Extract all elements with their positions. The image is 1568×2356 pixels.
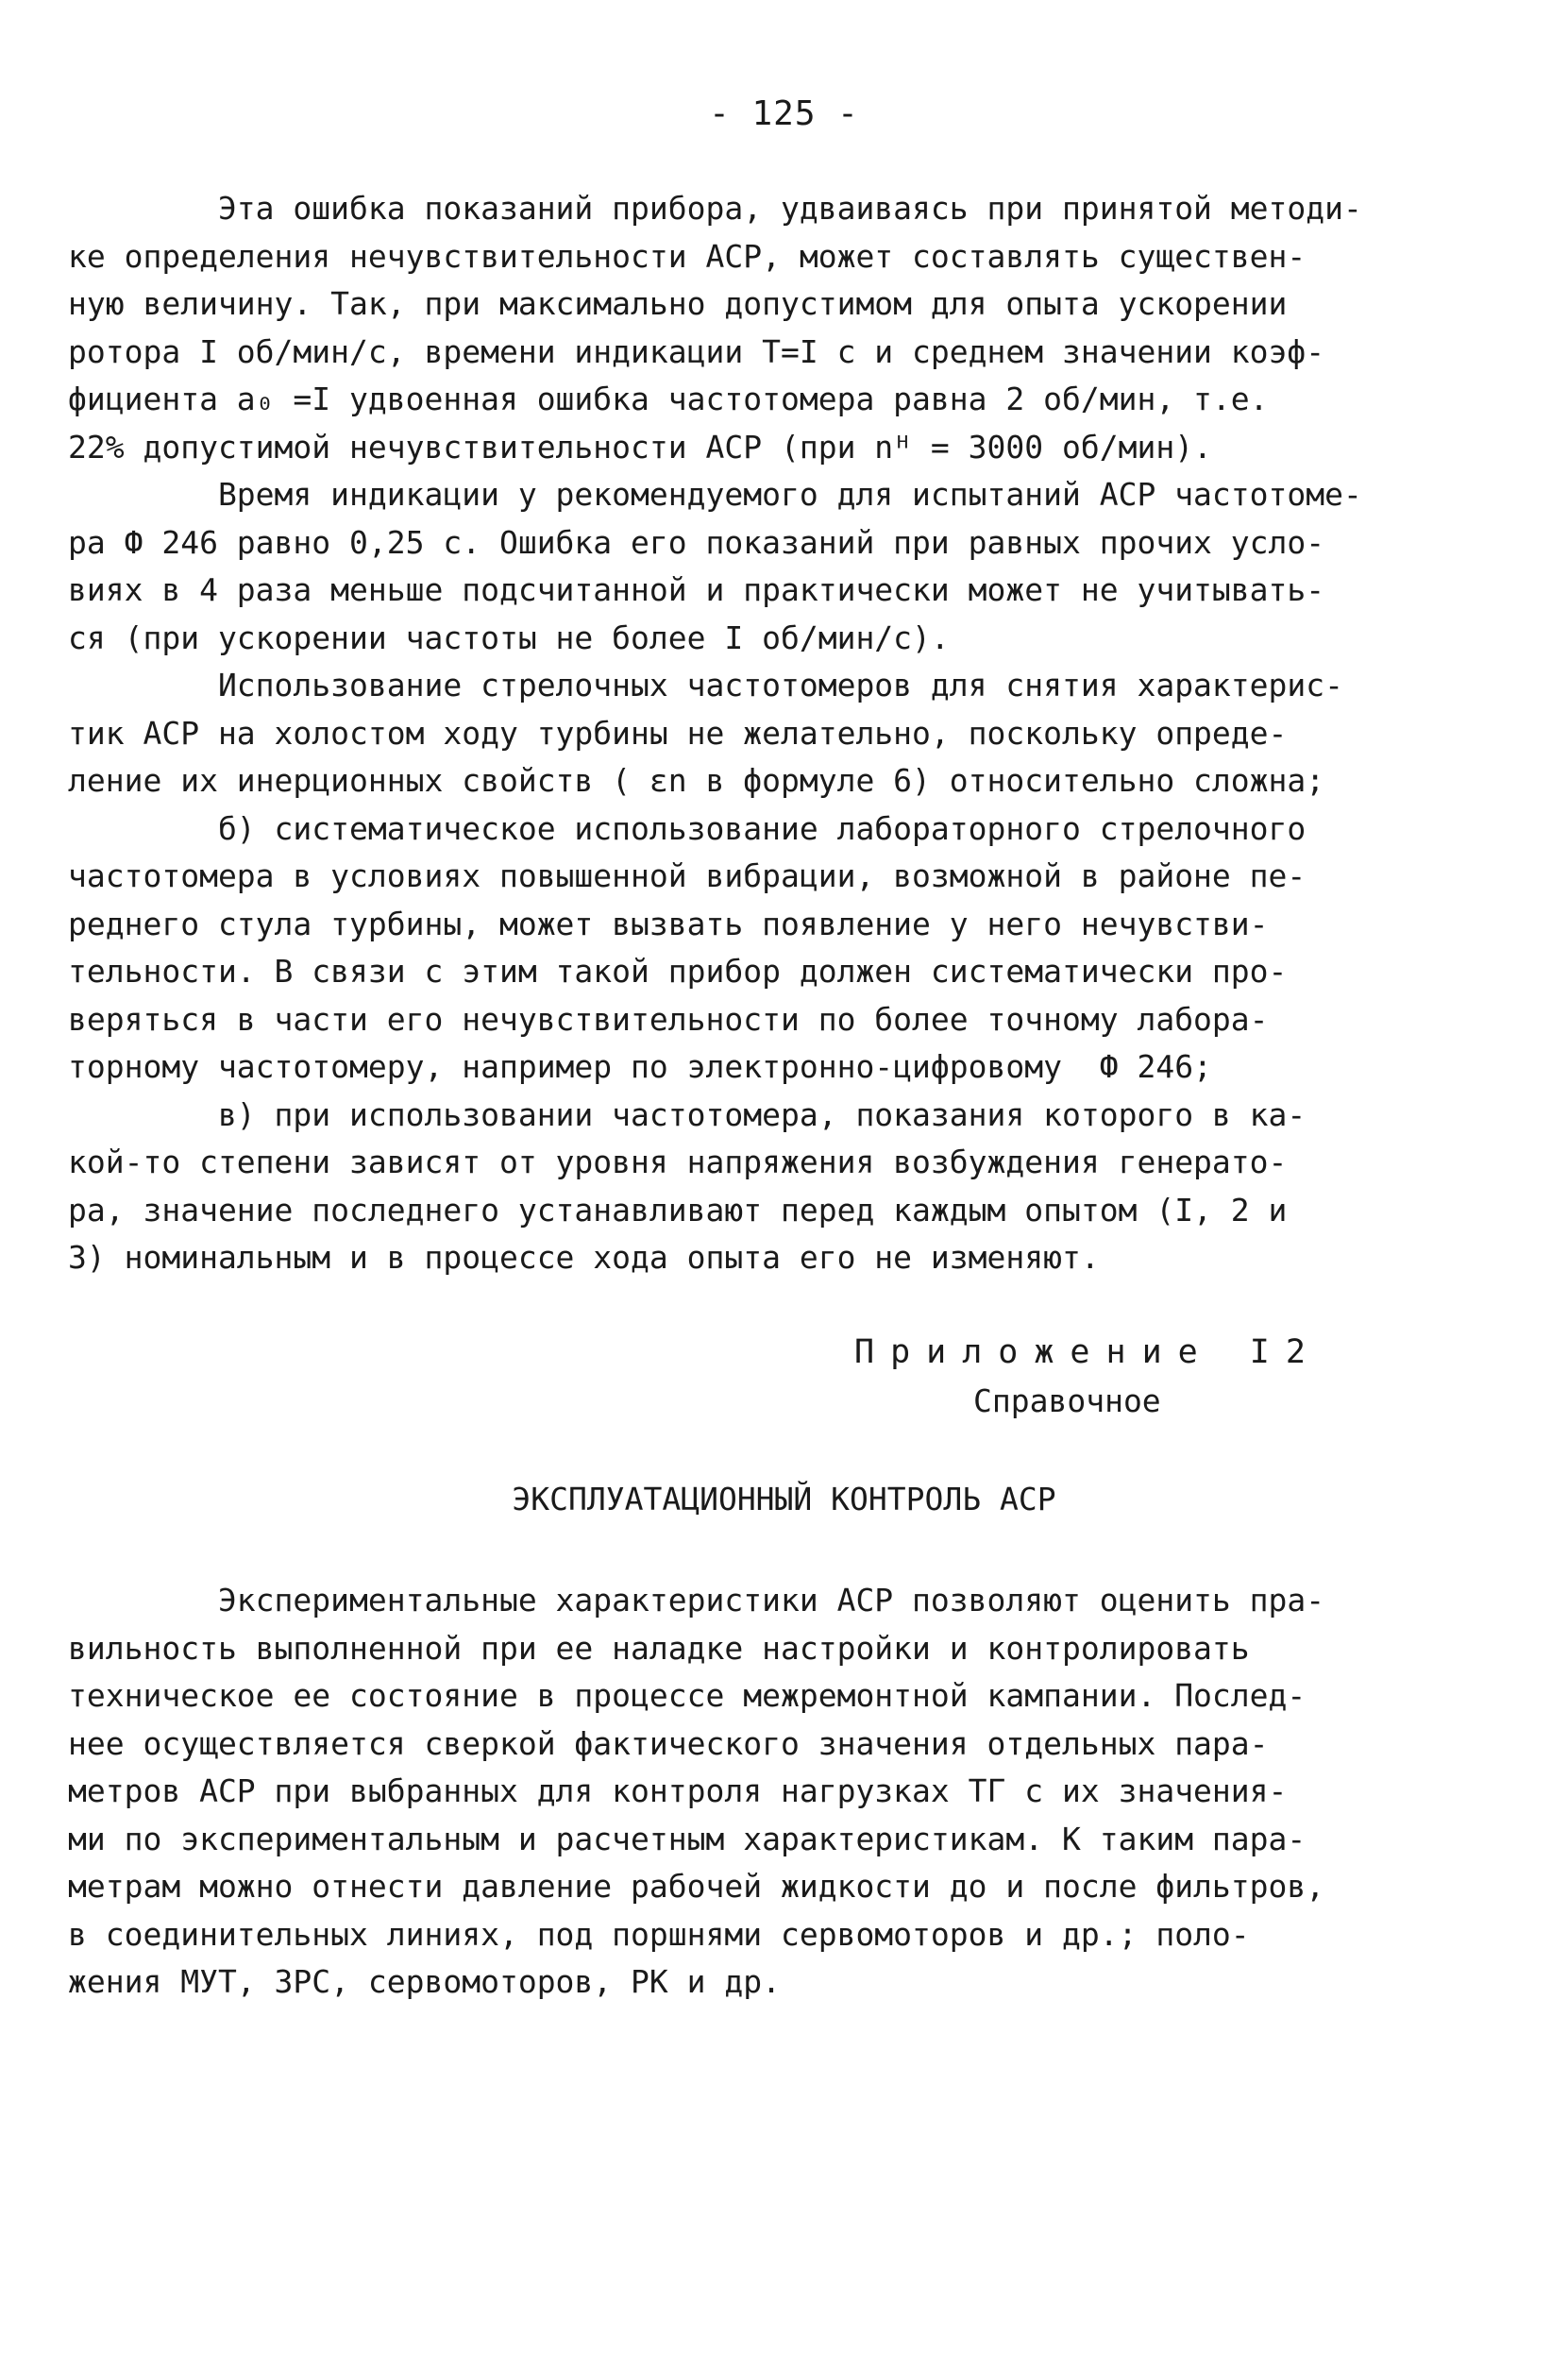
- text-line: торному частотомеру, например по электронно-цифровому Ф 246;: [68, 1048, 1212, 1085]
- body-text-upper: [68, 185, 1362, 1282]
- text-line: ся (при ускорении частоты не более I об/мин/с).: [68, 619, 950, 656]
- text-line: частотомера в условиях повышенной вибрации, возможной в районе пе-: [68, 857, 1307, 894]
- text-line: кой-то степени зависят от уровня напряжения возбуждения генерато-: [68, 1144, 1288, 1180]
- text-line: фициента a₀ =I удвоенная ошибка частотомера равна 2 об/мин, т.е.: [68, 381, 1269, 417]
- text-line: техническое ее состояние в процессе межремонтной кампании. Послед-: [68, 1677, 1307, 1714]
- appendix-title: Приложение I2: [854, 1333, 1322, 1371]
- text-line: ра, значение последнего устанавливают перед каждым опытом (I, 2 и: [68, 1191, 1288, 1229]
- text-line: Использование стрелочных частотомеров для снятия характерис-: [68, 667, 1344, 703]
- section-heading: ЭКСПЛУАТАЦИОННЫЙ КОНТРОЛЬ АСР: [512, 1481, 1056, 1517]
- text-line: в соединительных линиях, под поршнями сервомоторов и др.; поло-: [68, 1915, 1250, 1953]
- text-line: веряться в части его нечувствительности по более точному лабора-: [68, 1000, 1269, 1038]
- text-line: ротора I об/мин/с, времени индикации Т=I с и среднем значении коэф-: [68, 332, 1325, 370]
- text-line: метрам можно отнести давление рабочей жидкости до и после фильтров,: [68, 1868, 1325, 1905]
- text-line: Время индикации у рекомендуемого для испытаний АСР частотоме-: [68, 476, 1362, 513]
- text-line: жения МУТ, ЗРС, сервомоторов, РК и др.: [68, 1963, 781, 2000]
- text-line: б) систематическое использование лабораторного стрелочного: [68, 809, 1307, 847]
- text-line: нее осуществляется сверкой фактического значения отдельных пара-: [68, 1724, 1269, 1762]
- text-line: тельности. В связи с этим такой прибор должен систематически про-: [68, 953, 1288, 990]
- text-line: 22% допустимой нечувствительности АСР (при nᴴ = 3000 об/мин).: [68, 428, 1212, 466]
- text-line: 3) номинальным и в процессе хода опыта его не изменяют.: [68, 1239, 1100, 1276]
- text-line: ра Ф 246 равно 0,25 с. Ошибка его показаний при равных прочих усло-: [68, 523, 1325, 561]
- page-number: - 125 -: [709, 94, 859, 133]
- text-line: метров АСР при выбранных для контроля нагрузках ТГ с их значения-: [68, 1772, 1288, 1809]
- text-line: Эта ошибка показаний прибора, удваиваясь при принятой методи-: [68, 190, 1362, 227]
- text-line: Экспериментальные характеристики АСР позволяют оценить пра-: [68, 1582, 1325, 1619]
- text-line: ми по экспериментальным и расчетным характеристикам. К таким пара-: [68, 1820, 1307, 1857]
- text-line: ке определения нечувствительности АСР, может составлять существен-: [68, 237, 1307, 275]
- text-line: ление их инерционных свойств ( εn в формуле 6) относительно сложна;: [68, 762, 1325, 799]
- text-line: вильность выполненной при ее наладке настройки и контролировать: [68, 1629, 1250, 1667]
- text-line: в) при использовании частотомера, показания которого в ка-: [68, 1095, 1307, 1133]
- appendix-subtitle: Справочное: [973, 1382, 1161, 1419]
- text-line: реднего стула турбины, может вызвать появление у него нечувстви-: [68, 905, 1269, 942]
- text-line: ную величину. Так, при максимально допустимом для опыта ускорении: [68, 285, 1288, 322]
- text-line: виях в 4 раза меньше подсчитанной и практически может не учитывать-: [68, 571, 1325, 608]
- text-line: тик АСР на холостом ходу турбины не желательно, поскольку опреде-: [68, 714, 1288, 752]
- body-text-lower: [68, 1577, 1342, 2007]
